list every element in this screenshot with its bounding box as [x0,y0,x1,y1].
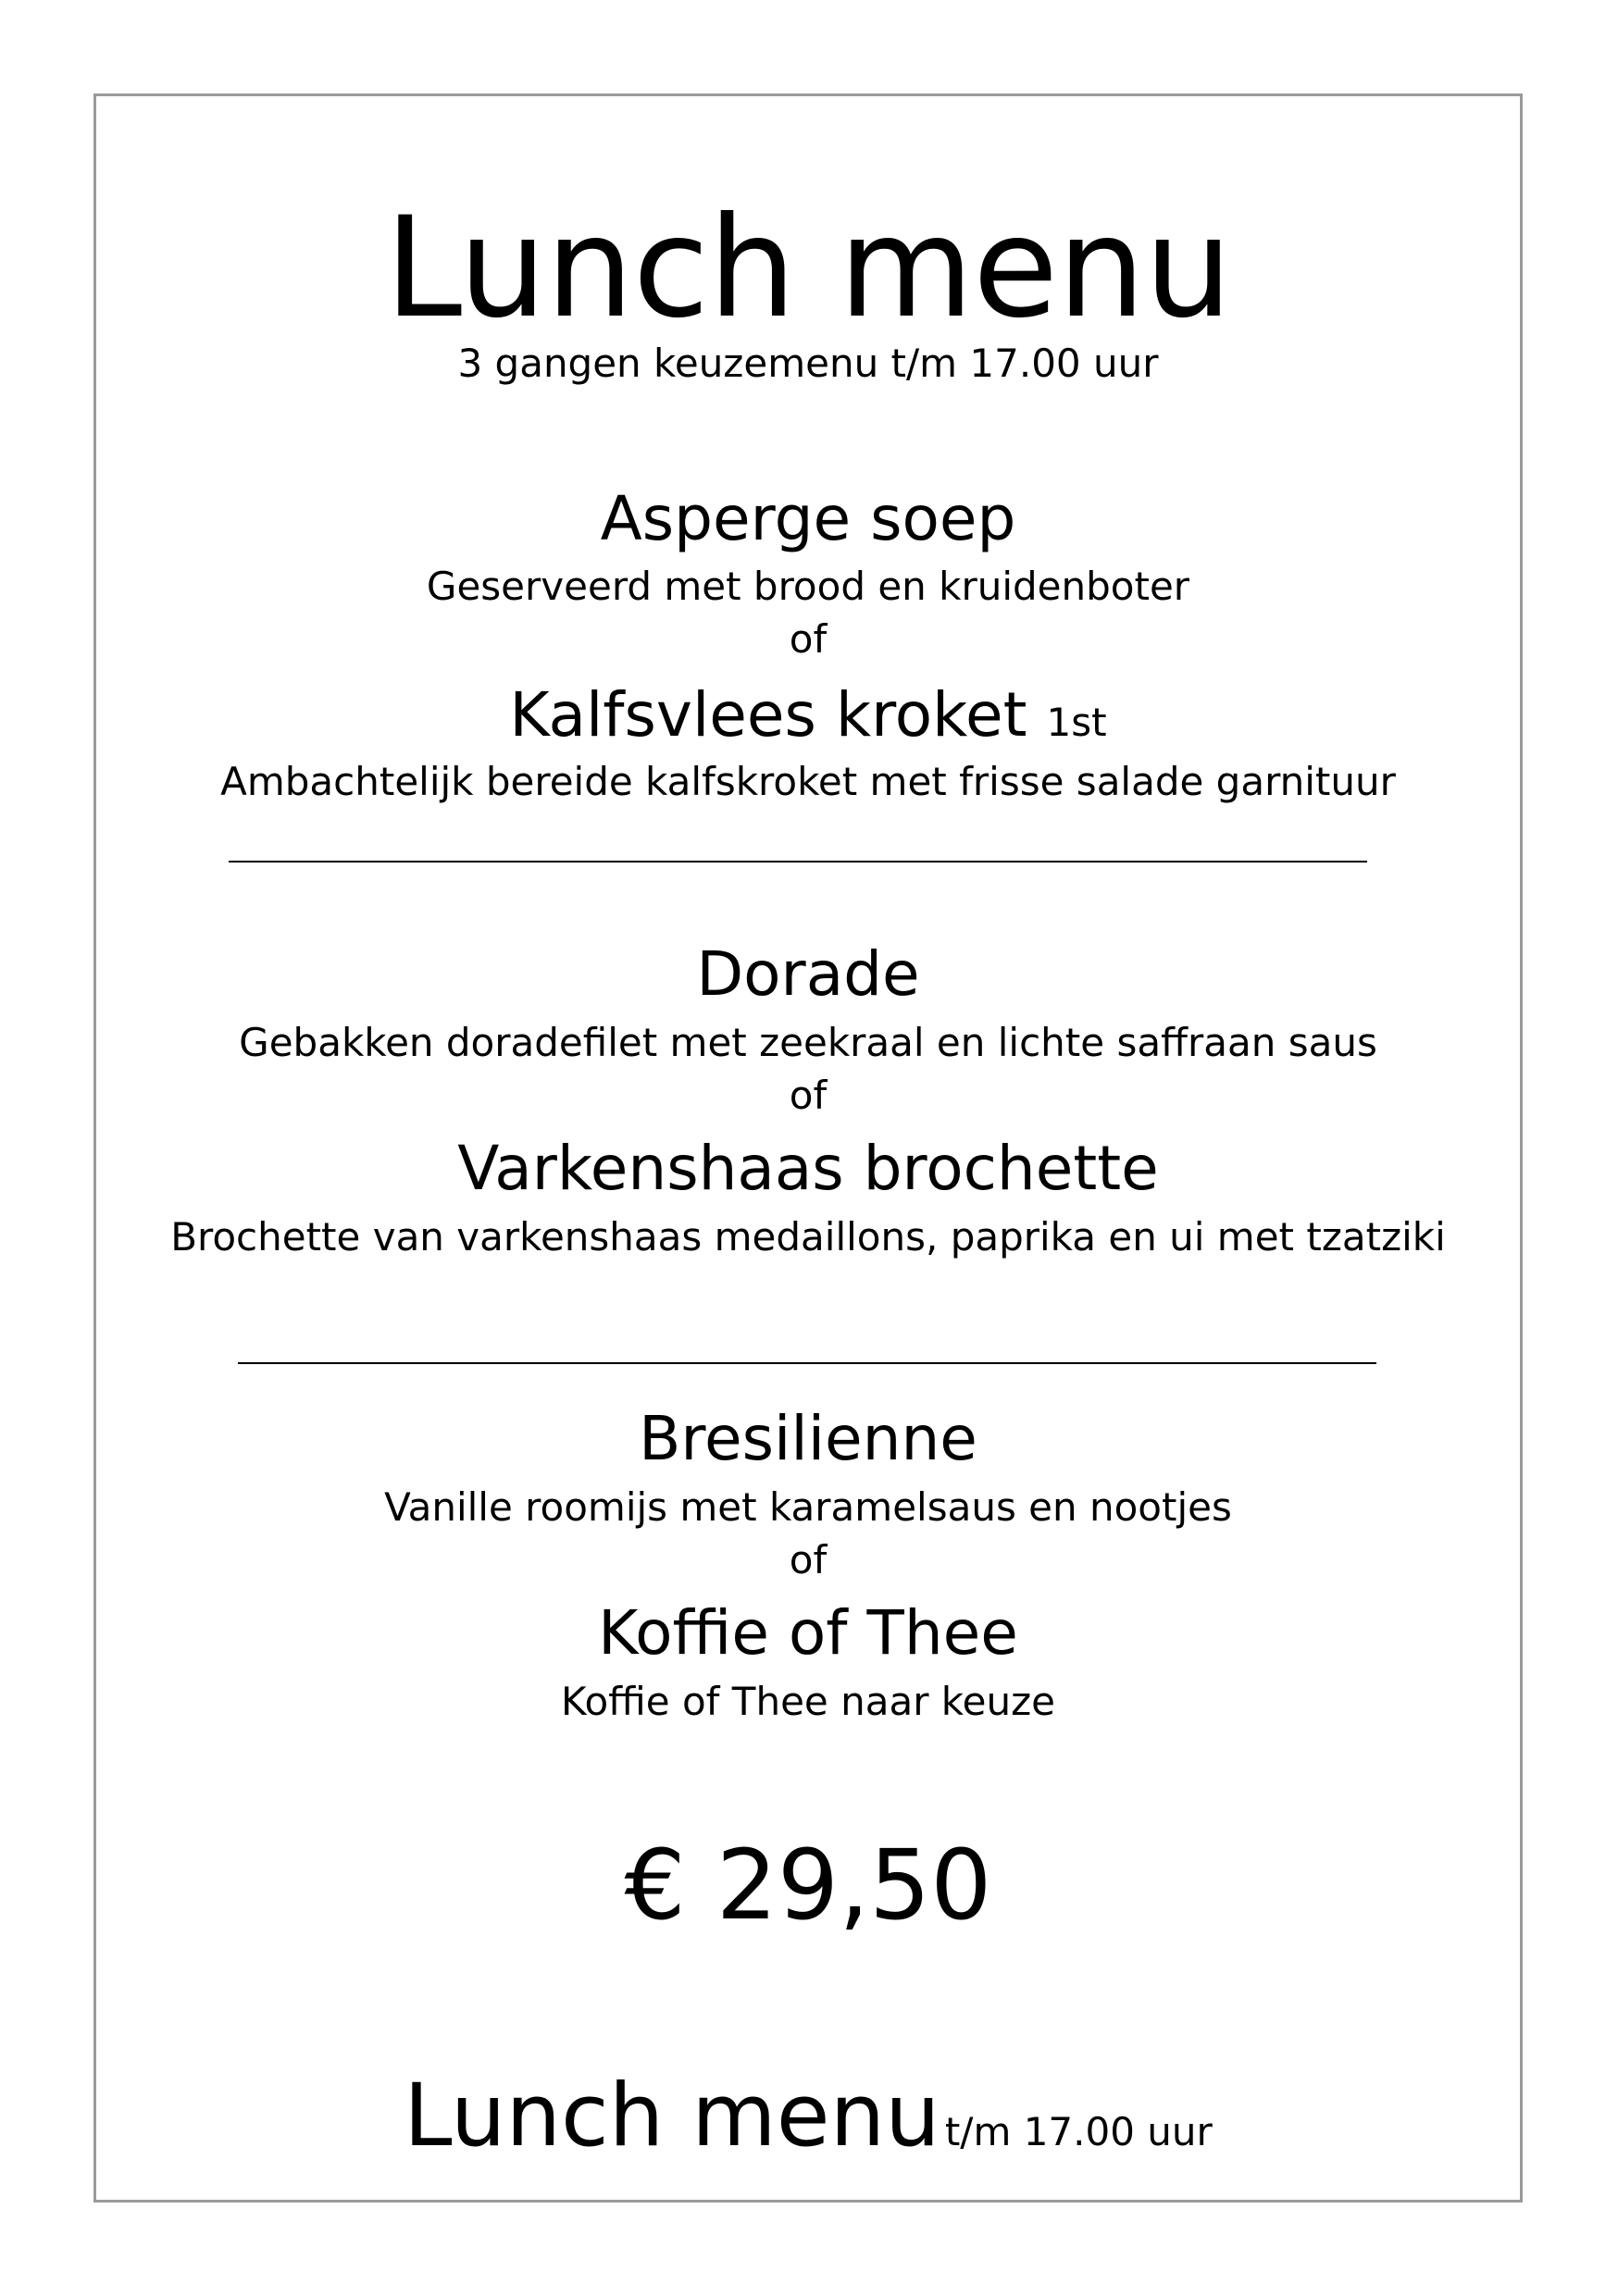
dish-name-dorade: Dorade [696,938,920,1010]
or-separator: of [789,1073,828,1118]
dish-name-bresilienne: Bresilienne [639,1403,977,1474]
dish-description: Geserveerd met brood en kruidenboter [426,564,1190,609]
dish-name-varkenshaas-brochette: Varkenshaas brochette [457,1133,1159,1204]
or-separator: of [789,616,828,662]
or-separator: of [789,1537,828,1582]
dish-quantity: 1st [1046,700,1107,745]
dish-description: Gebakken doradefilet met zeekraal en lichte saffraan saus [239,1020,1377,1065]
dish-name-koffie-of-thee: Koffie of Thee [598,1597,1018,1669]
footer-note: t/m 17.00 uur [944,2109,1213,2154]
page-subtitle: 3 gangen keuzemenu t/m 17.00 uur [457,341,1159,386]
page-title: Lunch menu [384,188,1232,349]
dish-description: Ambachtelijk bereide kalfskroket met frisse salade garnituur [220,759,1396,804]
menu-price: € 29,50 [624,1829,992,1942]
dish-description: Brochette van varkenshaas medaillons, paprika en ui met tzatziki [170,1214,1446,1260]
dish-name-kalfsvlees-kroket [93,679,1523,751]
course-divider [229,861,1367,863]
dish-description: Vanille roomijs met karamelsaus en nootjes [384,1484,1232,1530]
footer-title: Lunch menu [404,2066,940,2166]
dish-name: Kalfsvlees kroket [509,679,1027,751]
course-divider [238,1362,1376,1364]
dish-name-asperge-soep: Asperge soep [600,483,1016,554]
dish-description: Koffie of Thee naar keuze [561,1679,1055,1724]
footer-title-line [93,2066,1523,2166]
